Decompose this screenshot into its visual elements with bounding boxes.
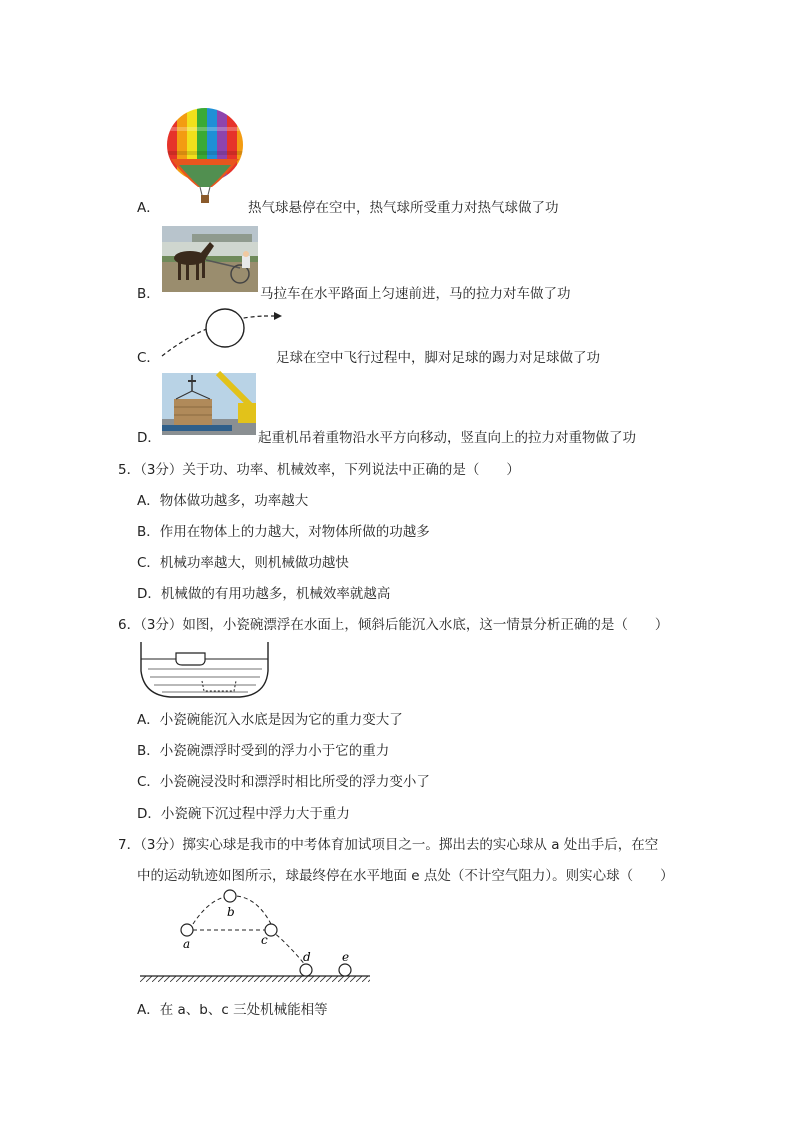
q5-option-b: B．作用在物体上的力越大，对物体所做的功越多 [137, 524, 430, 540]
label-b: b [227, 905, 235, 919]
q6-option-b: B．小瓷碗漂浮时受到的浮力小于它的重力 [137, 743, 390, 759]
hot-air-balloon-image [165, 107, 247, 207]
q4-option-d-label: D． [137, 430, 161, 446]
q4-option-c-label: C． [137, 350, 160, 366]
label-a: a [183, 937, 191, 951]
q5-option-c: C．机械功率越大，则机械做功越快 [137, 555, 349, 571]
q6-option-d: D．小瓷碗下沉过程中浮力大于重力 [137, 806, 350, 822]
label-d: d [303, 950, 311, 964]
q7-stem-line1: 7．（3分）掷实心球是我市的中考体育加试项目之一。掷出去的实心球从 a 处出手后，在空 [118, 837, 659, 853]
crane-lifting-photo [162, 373, 256, 435]
q6-stem: 6．（3分）如图，小瓷碗漂浮在水面上，倾斜后能沉入水底，这一情景分析正确的是（ ） [118, 617, 669, 633]
horse-cart-photo [162, 226, 258, 292]
q4-option-d-text: 起重机吊着重物沿水平方向移动，竖直向上的拉力对重物做了功 [258, 430, 636, 446]
q7-option-a: A．在 a、b、c 三处机械能相等 [137, 1002, 328, 1018]
ball-trajectory-figure [140, 886, 372, 986]
q4-option-b-text: 马拉车在水平路面上匀速前进，马的拉力对车做了功 [260, 286, 571, 302]
q4-option-a-text: 热气球悬停在空中，热气球所受重力对热气球做了功 [248, 200, 559, 216]
q7-stem-line2: 中的运动轨迹如图所示，球最终停在水平地面 e 点处（不计空气阻力）。则实心球（ ） [137, 868, 674, 884]
q4-option-c-text: 足球在空中飞行过程中，脚对足球的踢力对足球做了功 [276, 350, 600, 366]
bowl-in-water-figure [140, 641, 270, 699]
label-c: c [261, 933, 268, 947]
label-e: e [342, 950, 350, 964]
football-trajectory-figure [160, 306, 290, 356]
q5-option-a: A．物体做功越多，功率越大 [137, 493, 309, 509]
q5-option-d: D．机械做的有用功越多，机械效率就越高 [137, 586, 391, 602]
q5-stem: 5．（3分）关于功、功率、机械效率，下列说法中正确的是（ ） [118, 462, 520, 478]
q4-option-b-label: B． [137, 286, 160, 302]
q6-option-c: C．小瓷碗浸没时和漂浮时相比所受的浮力变小了 [137, 774, 430, 790]
q4-option-a-label: A． [137, 200, 160, 216]
q6-option-a: A．小瓷碗能沉入水底是因为它的重力变大了 [137, 712, 403, 728]
